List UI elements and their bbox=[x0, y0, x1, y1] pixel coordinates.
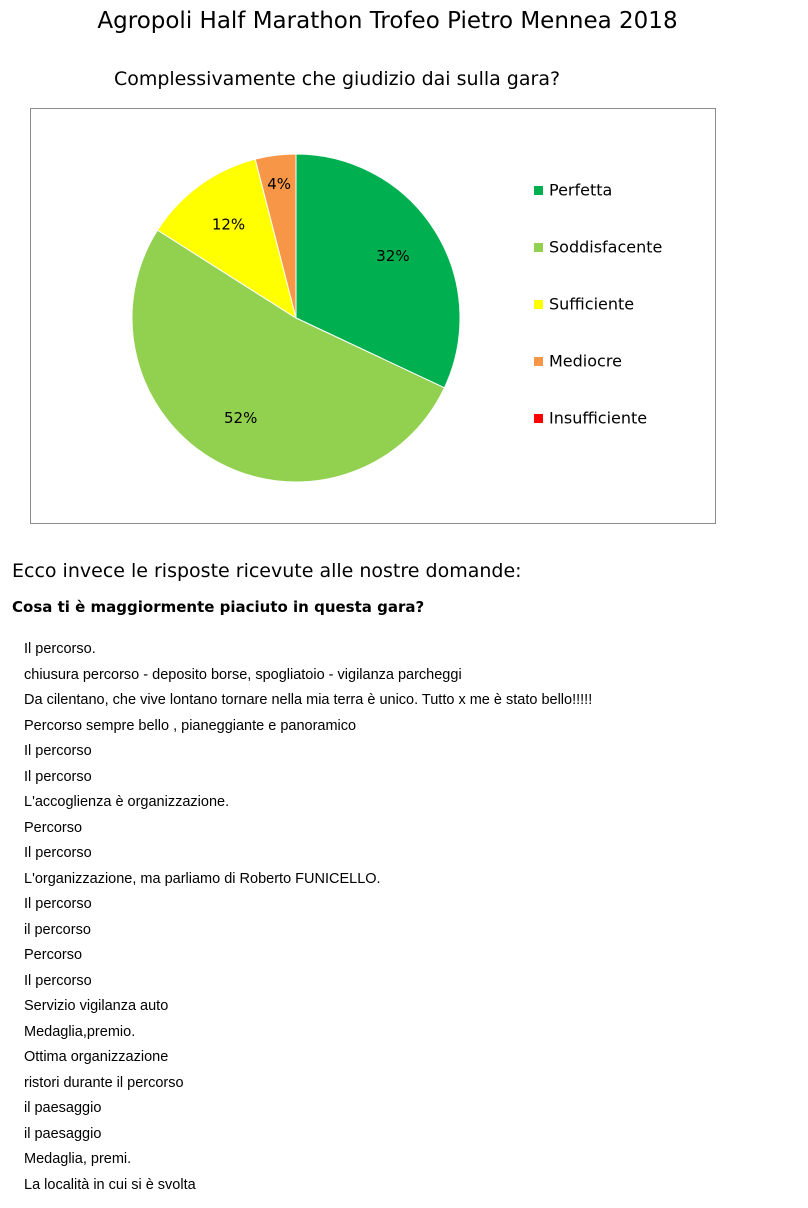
legend-swatch bbox=[534, 186, 543, 195]
chart-frame bbox=[30, 108, 716, 524]
legend-label: Perfetta bbox=[549, 180, 613, 200]
answer-item: Percorso bbox=[24, 819, 83, 836]
chart-title: Complessivamente che giudizio dai sulla gara? bbox=[113, 68, 561, 90]
legend-label: Sufficiente bbox=[549, 294, 635, 314]
answer-item: La località in cui si è svolta bbox=[24, 1176, 196, 1193]
answer-item: il paesaggio bbox=[24, 1125, 102, 1142]
answer-item: ristori durante il percorso bbox=[24, 1074, 184, 1091]
legend-swatch bbox=[534, 243, 543, 252]
answer-item: Medaglia,premio. bbox=[24, 1023, 136, 1040]
answer-item: chiusura percorso - deposito borse, spogliatoio - vigilanza parcheggi bbox=[24, 666, 462, 683]
answer-item: Il percorso bbox=[24, 845, 92, 861]
answer-item: L'organizzazione, ma parliamo di Roberto FUNICELLO. bbox=[24, 870, 381, 887]
document-title: Agropoli Half Marathon Trofeo Pietro Mennea 2018 bbox=[97, 8, 678, 34]
answer-item: L'accoglienza è organizzazione. bbox=[24, 794, 230, 810]
data-label-soddisfacente: 52% bbox=[224, 409, 258, 428]
legend-item-soddisfacente bbox=[534, 238, 662, 257]
section-intro: Ecco invece le risposte ricevute alle nostre domande: bbox=[12, 560, 522, 582]
answer-item: il percorso bbox=[24, 921, 91, 938]
legend-label: Soddisfacente bbox=[549, 237, 663, 257]
legend-label: Insufficiente bbox=[549, 408, 648, 428]
legend-label: Mediocre bbox=[549, 351, 622, 371]
legend-item-mediocre bbox=[534, 352, 622, 371]
answer-item: Il percorso bbox=[24, 972, 92, 989]
data-label-mediocre: 4% bbox=[267, 175, 292, 194]
legend-item-perfetta bbox=[534, 181, 612, 200]
question-heading: Cosa ti è maggiormente piaciuto in questa gara? bbox=[12, 598, 425, 616]
answers-list bbox=[24, 637, 592, 1198]
legend-item-sufficiente bbox=[534, 295, 634, 314]
legend-swatch bbox=[534, 300, 543, 309]
answer-item: Ottima organizzazione bbox=[24, 1049, 169, 1065]
answer-item: Servizio vigilanza auto bbox=[24, 998, 169, 1014]
answer-item: Il percorso bbox=[24, 743, 92, 759]
answer-item: Da cilentano, che vive lontano tornare nella mia terra è unico. Tutto x me è stato bello!!!!! bbox=[24, 692, 593, 708]
legend-item-insufficiente bbox=[534, 409, 647, 428]
answer-item: Il percorso. bbox=[24, 641, 96, 657]
answer-item: Il percorso bbox=[24, 896, 92, 912]
legend-swatch bbox=[534, 414, 543, 423]
answer-item: Percorso sempre bello , pianeggiante e panoramico bbox=[24, 717, 357, 734]
answer-item: Percorso bbox=[24, 947, 83, 963]
data-label-perfetta: 32% bbox=[376, 246, 410, 265]
data-label-sufficiente: 12% bbox=[211, 215, 246, 234]
answer-item: il paesaggio bbox=[24, 1100, 102, 1116]
legend-swatch bbox=[534, 357, 543, 366]
pie-chart bbox=[31, 109, 717, 525]
answer-item: Medaglia, premi. bbox=[24, 1151, 132, 1167]
answer-item: Il percorso bbox=[24, 768, 92, 785]
